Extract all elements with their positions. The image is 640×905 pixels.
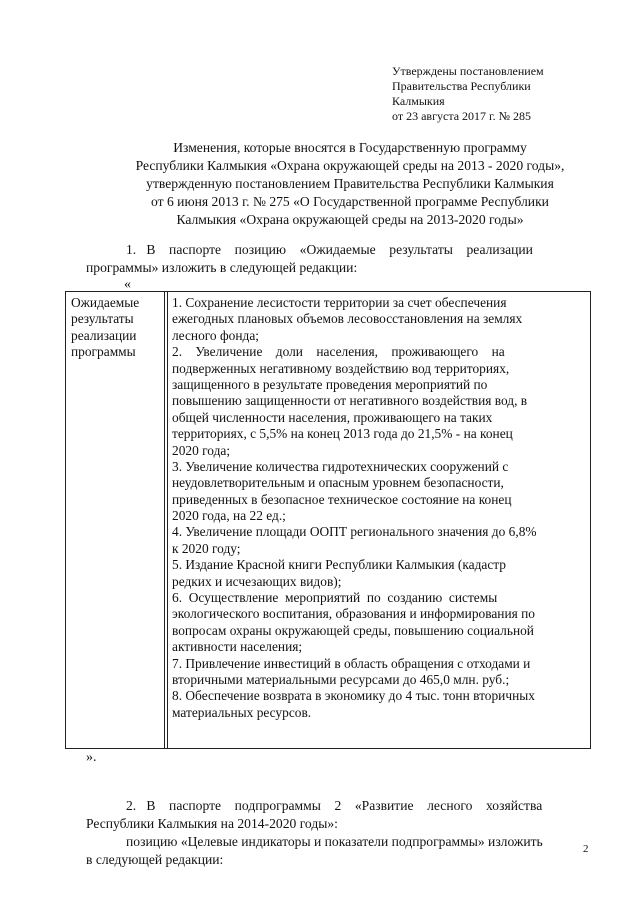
paragraph-2-line-4: в следующей редакции: bbox=[86, 852, 224, 867]
paragraph-2 bbox=[86, 797, 616, 869]
paragraph-1-line-1: 1. В паспорте позицию «Ожидаемые результаты реализации bbox=[126, 242, 533, 257]
approval-line: от 23 августа 2017 г. № 285 bbox=[392, 109, 532, 123]
title-line: Изменения, которые вносятся в Государственную программу bbox=[173, 140, 527, 155]
table-divider bbox=[167, 292, 168, 748]
close-quote-mark: ». bbox=[86, 750, 97, 765]
approval-line: Калмыкия bbox=[392, 94, 445, 108]
paragraph-2-line-3: позицию «Целевые индикаторы и показатели подпрограммы» изложить bbox=[126, 834, 543, 849]
content-line: 2. Увеличение доли населения, проживающего на bbox=[172, 344, 505, 360]
content-line: защищенного в результате проведения мероприятий по bbox=[172, 376, 488, 392]
approval-line: Правительства Республики bbox=[392, 79, 531, 93]
content-line: повышению защищенности от негативного воздействия вод, в bbox=[172, 393, 528, 409]
content-line: активности населения; bbox=[172, 639, 303, 655]
content-line: 8. Обеспечение возврата в экономику до 4 тыс. тонн вторичных bbox=[172, 688, 535, 704]
content-line: 6. Осуществление мероприятий по созданию системы bbox=[172, 590, 498, 606]
content-line: территориях, с 5,5% на конец 2013 года до 21,5% - на конец bbox=[172, 426, 513, 442]
content-line: 2020 года; bbox=[172, 442, 231, 458]
content-line: 4. Увеличение площади ООПТ регионального значения до 6,8% bbox=[172, 524, 537, 540]
title-line: от 6 июня 2013 г. № 275 «О Государственной программе Республики bbox=[151, 194, 549, 209]
label-line: Ожидаемые bbox=[71, 295, 140, 310]
content-line: 1. Сохранение лесистости территории за счет обеспечения bbox=[172, 295, 507, 310]
content-line: ежегодных плановых объемов лесовосстановления на землях bbox=[172, 311, 523, 327]
table-divider bbox=[164, 292, 165, 748]
content-line: 7. Привлечение инвестиций в область обращения с отходами и bbox=[172, 655, 531, 671]
content-line: неудовлетворительным и опасным уровнем безопасности, bbox=[172, 475, 504, 491]
paragraph-1 bbox=[86, 241, 616, 277]
content-line: вторичными материальными ресурсами до 465,0 млн. руб.; bbox=[172, 671, 510, 687]
table-label-cell bbox=[71, 295, 161, 361]
content-line: 3. Увеличение количества гидротехнических сооружений с bbox=[172, 458, 509, 474]
content-line: материальных ресурсов. bbox=[172, 704, 312, 720]
content-line: экологического воспитания, образования и информирования по bbox=[172, 606, 535, 622]
table-content-cell bbox=[172, 295, 586, 721]
content-line: к 2020 году; bbox=[172, 540, 241, 556]
title-line: утвержденную постановлением Правительства Республики Калмыкия bbox=[146, 176, 554, 191]
label-line: программы bbox=[71, 344, 136, 360]
approval-line: Утверждены постановлением bbox=[392, 64, 544, 78]
label-line: реализации bbox=[71, 327, 137, 343]
content-line: 5. Издание Красной книги Республики Калмыкия (кадастр bbox=[172, 557, 507, 573]
content-line: лесного фонда; bbox=[172, 327, 259, 343]
paragraph-2-line-1: 2. В паспорте подпрограммы 2 «Развитие лесного хозяйства bbox=[126, 798, 543, 813]
content-line: вопросам охраны окружающей среды, повышению социальной bbox=[172, 622, 534, 638]
content-line: подверженных негативному воздействию вод территориях, bbox=[172, 360, 510, 376]
label-line: результаты bbox=[71, 311, 134, 327]
paragraph-1-line-2: программы» изложить в следующей редакции: bbox=[86, 260, 358, 275]
paragraph-2-line-2: Республики Калмыкия на 2014-2020 годы»: bbox=[86, 816, 338, 831]
approval-stamp bbox=[392, 64, 544, 124]
open-quote-mark: « bbox=[124, 277, 131, 292]
page-number: 2 bbox=[583, 843, 589, 855]
content-line: 2020 года, на 22 ед.; bbox=[172, 508, 286, 524]
content-line: общей численности населения, проживающего на таких bbox=[172, 409, 493, 425]
title-line: Калмыкия «Охрана окружающей среды на 2013-2020 годы» bbox=[176, 212, 524, 227]
expected-results-table bbox=[65, 291, 591, 749]
title-line: Республики Калмыкия «Охрана окружающей среды на 2013 - 2020 годы», bbox=[135, 158, 565, 173]
content-line: редких и исчезающих видов); bbox=[172, 573, 342, 589]
content-line: приведенных в безопасное техническое состояние на конец bbox=[172, 491, 512, 507]
document-title bbox=[70, 139, 630, 229]
